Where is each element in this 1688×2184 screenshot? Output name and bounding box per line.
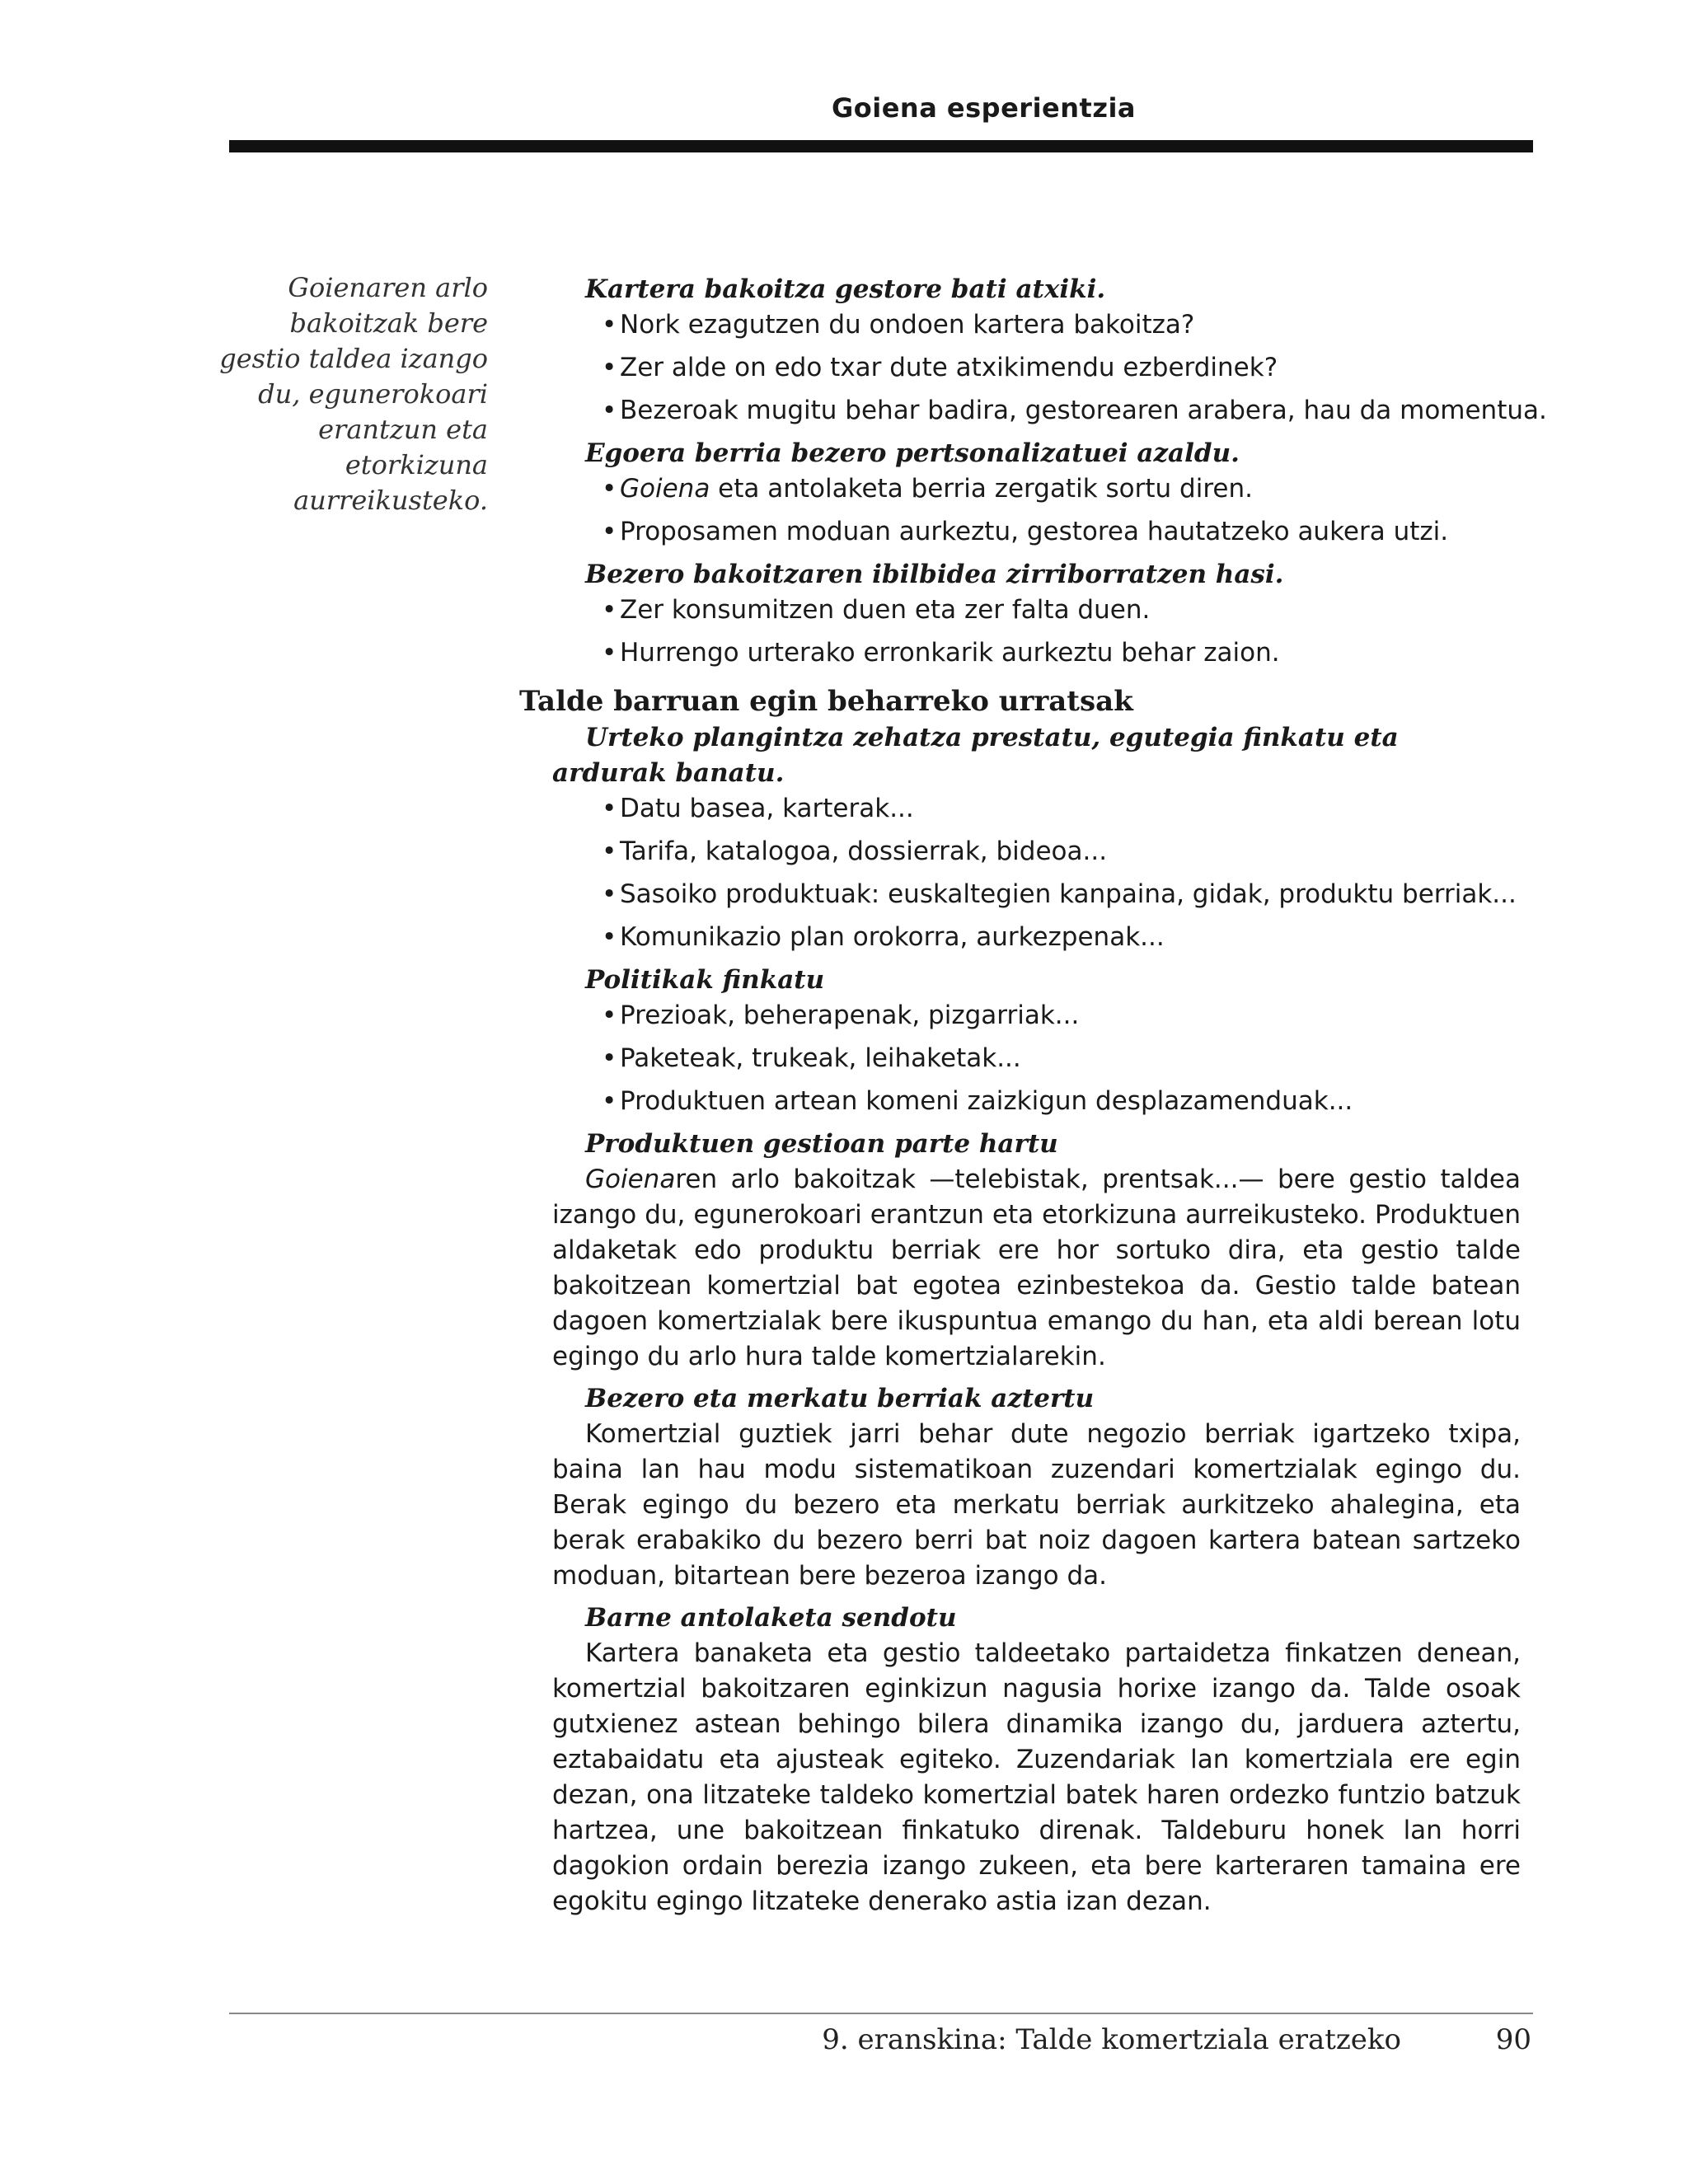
list-item: • Datu basea, karterak... [602, 791, 1521, 827]
bullet-glyph: • [602, 517, 617, 546]
subheading-barne-antolaketa: Barne antolaketa sendotu [585, 1603, 957, 1633]
main-content [519, 272, 1547, 1926]
list-item: • Produktuen artean komeni zaizkigun desplazamenduak... [602, 1084, 1521, 1119]
margin-note-line: gestio taldea izango [219, 343, 488, 374]
margin-note-line: etorkizuna [345, 449, 488, 480]
bullet-list-egoera [519, 471, 1521, 550]
section-heading-talde-barruan: Talde barruan egin beharreko urratsak [519, 685, 1133, 718]
subheading-egoera: Egoera berria bezero pertsonalizatuei azaldu. [585, 438, 1240, 468]
bullet-glyph: • [602, 396, 617, 425]
subheading-urteko-plangintza: Urteko plangintza zehatza prestatu, egutegia finkatu eta ardurak banatu. [552, 723, 1399, 788]
subheading-ibilbidea: Bezero bakoitzaren ibilbidea zirriborratzen hasi. [585, 560, 1284, 589]
bullet-list-plangintza [519, 791, 1521, 955]
list-item: • Proposamen moduan aurkeztu, gestorea hautatzeko aukera utzi. [602, 514, 1521, 550]
subheading-kartera: Kartera bakoitza gestore bati atxiki. [585, 274, 1106, 304]
list-item: • Sasoiko produktuak: euskaltegien kanpaina, gidak, produktu berriak... [602, 877, 1521, 912]
bullet-glyph: • [602, 1086, 617, 1116]
list-item: • Bezeroak mugitu behar badira, gestorearen arabera, hau da momentua. [602, 393, 1521, 429]
bullet-glyph: • [602, 879, 617, 909]
list-item: • Zer alde on edo txar dute atxikimendu ezberdinek? [602, 350, 1521, 386]
list-item: • Tarifa, katalogoa, dossierrak, bideoa... [602, 834, 1521, 869]
margin-note-line: du, egunerokoari [258, 378, 488, 410]
margin-note-line: Goienaren arlo [288, 272, 488, 303]
bullet-list-politikak [519, 998, 1521, 1119]
bullet-glyph: • [602, 353, 617, 382]
bullet-list-kartera [519, 307, 1547, 429]
bullet-glyph: • [602, 638, 617, 668]
footer-rule [229, 2013, 1533, 2014]
footer-chapter-title: 9. eranskina: Talde komertziala eratzeko [822, 2023, 1401, 2056]
page-number: 90 [1495, 2023, 1531, 2056]
list-item: • Zer konsumitzen duen eta zer falta duen. [602, 593, 1521, 628]
subheading-politikak: Politikak finkatu [585, 965, 825, 995]
bullet-glyph: • [602, 310, 617, 340]
bullet-glyph: • [602, 474, 617, 504]
list-item: • Paketeak, trukeak, leihaketak... [602, 1041, 1521, 1076]
paragraph-bezero-merkatu: Komertzial guztiek jarri behar dute negozio berriak igartzeko txipa, baina lan hau modu sistematikoan zuzendari komertzialak egingo du. Berak egingo du bezero eta merkatu berriak aurkitzeko ahalegina, eta berak erabakiko du bezero berri bat noiz dagoen kartera batean sartzeko moduan, bitartean bere bezeroa izango da. [552, 1419, 1521, 1591]
bullet-glyph: • [602, 595, 617, 625]
subheading-bezero-merkatu: Bezero eta merkatu berriak aztertu [585, 1384, 1095, 1413]
list-item: • Goiena eta antolaketa berria zergatik sortu diren. [602, 471, 1521, 507]
bullet-glyph: • [602, 1043, 617, 1073]
header-rule [229, 140, 1533, 152]
list-item: • Komunikazio plan orokorra, aurkezpenak... [602, 920, 1521, 955]
margin-note-line: erantzun eta [318, 414, 488, 445]
bullet-list-ibilbidea [519, 593, 1521, 671]
emphasis-goiena: Goiena [620, 474, 710, 504]
margin-note [198, 270, 488, 518]
bullet-glyph: • [602, 922, 617, 952]
bullet-glyph: • [602, 837, 617, 866]
list-item: • Prezioak, beherapenak, pizgarriak... [602, 998, 1521, 1033]
paragraph-produktuen-gestioan: Goienaren arlo bakoitzak —telebistak, prentsak...— bere gestio taldea izango du, egunerokoari erantzun eta etorkizuna aurreikusteko. Produktuen aldaketak edo produktu berriak ere hor sortuko dira, eta gestio talde bakoitzean komertzial bat egotea ezinbestekoa da. Gestio talde batean dagoen komertzialak bere ikuspuntua emango du han, eta aldi berean lotu egingo du arlo hura talde komertzialarekin. [552, 1165, 1521, 1371]
bullet-glyph: • [602, 794, 617, 823]
bullet-glyph: • [602, 1001, 617, 1030]
margin-note-line: bakoitzak bere [289, 307, 488, 339]
subheading-produktuen-gestioan: Produktuen gestioan parte hartu [585, 1129, 1058, 1159]
margin-note-line: aurreikusteko. [293, 485, 488, 516]
emphasis-goiena: Goiena [585, 1165, 676, 1194]
paragraph-barne-antolaketa: Kartera banaketa eta gestio taldeetako partaidetza finkatzen denean, komertzial bakoitzaren eginkizun nagusia horixe izango da. Talde osoak gutxienez astean behingo bilera dinamika izango du, jarduera aztertu, eztabaidatu eta ajusteak egiteko. Zuzendariak lan komertziala ere egin dezan, ona litzateke taldeko komertzial batek haren ordezko funtzio batzuk hartzea, une bakoitzean finkatuko direnak. Taldeburu honek lan horri dagokion ordain berezia izango zukeen, eta bere karteraren tamaina ere egokitu egingo litzateke denerako astia izan dezan. [552, 1638, 1521, 1916]
list-item: • Nork ezagutzen du ondoen kartera bakoitza? [602, 307, 1521, 343]
running-header-title: Goiena esperientzia [831, 92, 1136, 124]
list-item: • Hurrengo urterako erronkarik aurkeztu behar zaion. [602, 635, 1521, 671]
